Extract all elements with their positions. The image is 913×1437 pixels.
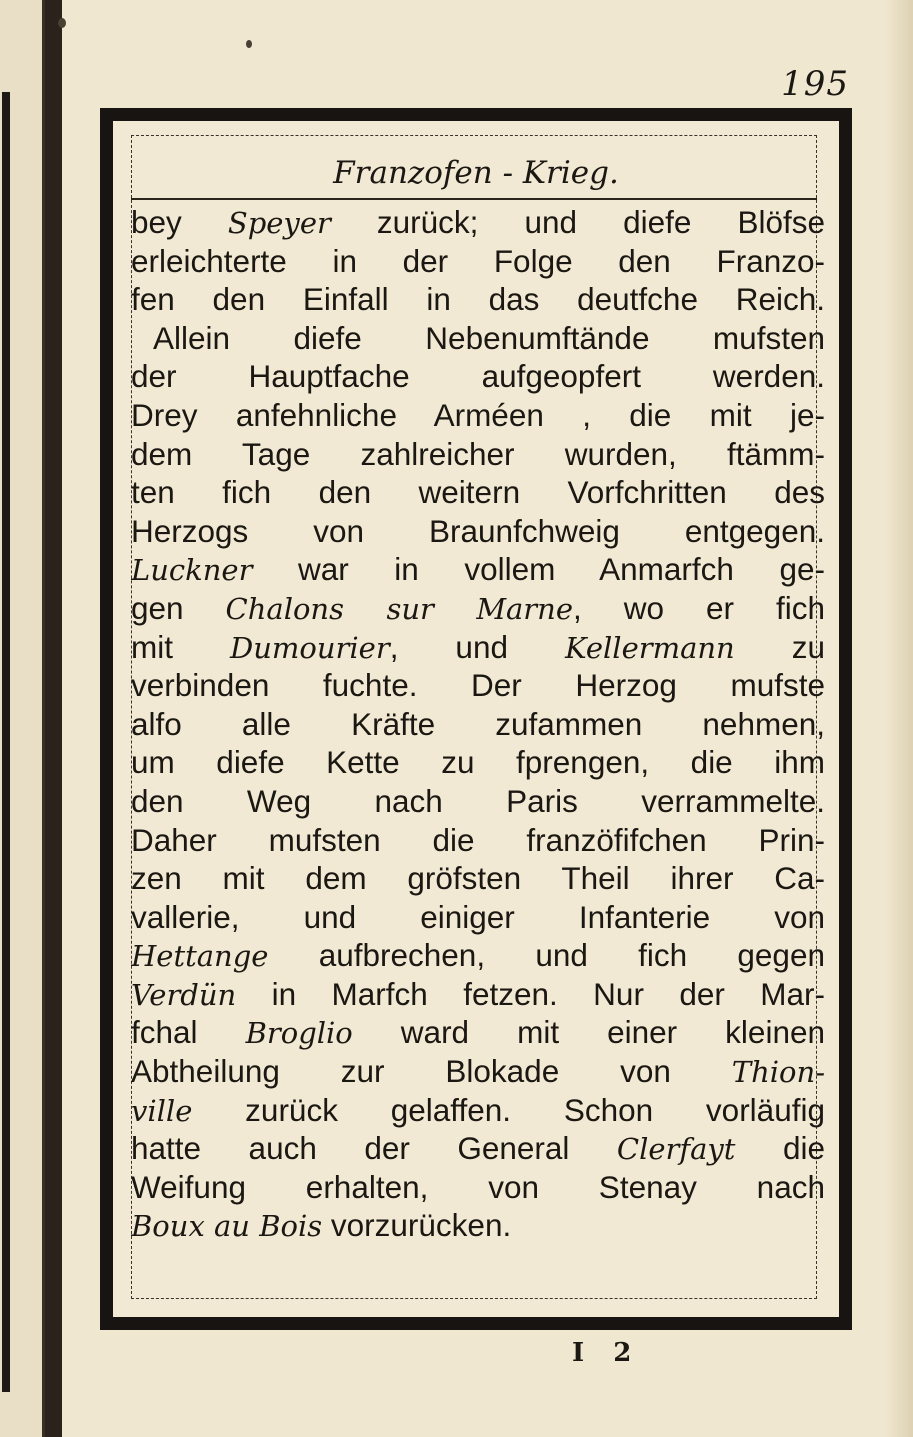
text-line <box>131 705 825 744</box>
text-run: die <box>735 1130 825 1167</box>
text-line <box>131 203 825 242</box>
text-run: Allein diefe Nebenumftände mufsten <box>153 319 825 356</box>
text-line <box>131 589 825 628</box>
italic-name: Kellermann <box>564 630 735 665</box>
text-run: zu <box>734 628 825 665</box>
text-run: den Weg nach Paris verrammelte. <box>131 782 825 819</box>
text-run: , wo er fich <box>573 589 825 626</box>
text-run: mit <box>131 628 230 665</box>
italic-name: Hettange <box>131 939 269 974</box>
text-run: fen den Einfall in das deutfche Reich. <box>131 281 825 318</box>
text-run: hatte auch der General <box>131 1130 617 1167</box>
paper-speck <box>246 40 252 48</box>
header-rule <box>131 198 817 200</box>
text-line <box>131 280 825 319</box>
signature-mark: I 2 <box>572 1338 642 1368</box>
text-line <box>131 1129 825 1168</box>
text-run: gen <box>131 589 226 626</box>
text-run: erleichterte in der Folge den Franzo- <box>131 242 825 279</box>
text-run: in Marfch fetzen. Nur der Mar- <box>236 975 825 1012</box>
text-run: , und <box>389 628 565 665</box>
text-run: bey <box>131 204 228 240</box>
text-run: um diefe Kette zu fprengen, die ihm <box>131 744 825 781</box>
gutter-binding-mark <box>2 92 10 1392</box>
text-line <box>131 782 825 821</box>
italic-name: Luckner <box>131 553 253 588</box>
text-line <box>131 628 825 667</box>
italic-name: Broglio <box>245 1016 353 1051</box>
text-run: aufbrechen, und fich gegen <box>268 937 825 974</box>
text-run: Drey anfehnliche Arméen , die mit je- <box>131 396 825 433</box>
page-edge-shadow <box>885 0 913 1437</box>
text-line <box>131 1091 825 1130</box>
text-line <box>131 1206 825 1245</box>
text-run: vorzurücken. <box>322 1207 512 1244</box>
text-run: ten fich den weitern Vorfchritten des <box>131 474 825 511</box>
italic-name: Verdün <box>131 977 237 1012</box>
text-line <box>131 1052 825 1091</box>
italic-name: Thion- <box>731 1055 825 1090</box>
text-run: der Hauptfache aufgeopfert werden. <box>131 358 825 395</box>
text-run: verbinden fuchte. Der Herzog mufste <box>131 667 825 704</box>
page-number: 195 <box>781 64 849 104</box>
text-line <box>131 975 825 1014</box>
running-head: Franzofen - Krieg. <box>333 155 619 191</box>
text-frame <box>100 108 852 1330</box>
italic-name: Boux au Bois <box>131 1209 323 1244</box>
text-line <box>131 435 825 474</box>
text-line <box>131 898 825 937</box>
italic-name: ville <box>131 1093 193 1128</box>
text-line <box>131 1013 825 1052</box>
text-line <box>131 242 825 281</box>
text-line <box>131 319 825 358</box>
text-line <box>131 396 825 435</box>
text-run: Herzogs von Braunfchweig entgegen. <box>131 512 825 549</box>
text-run: vallerie, und einiger Infanterie von <box>131 898 825 935</box>
text-run: war in vollem Anmarfch ge- <box>252 551 825 588</box>
italic-name: Clerfayt <box>616 1132 736 1167</box>
text-run: Weifung erhalten, von Stenay nach <box>131 1168 825 1205</box>
text-line <box>131 936 825 975</box>
text-line <box>131 859 825 898</box>
text-line <box>131 821 825 860</box>
text-run: zen mit dem gröfsten Theil ihrer Ca- <box>131 860 825 897</box>
italic-name: Chalons sur Marne <box>225 591 573 626</box>
scan-gutter <box>0 0 62 1437</box>
text-line <box>131 743 825 782</box>
text-line <box>131 666 825 705</box>
italic-name: Dumourier <box>229 630 390 665</box>
text-run: zurück gelaffen. Schon vorläufig <box>192 1091 825 1128</box>
italic-name: Speyer <box>227 206 331 240</box>
text-line <box>131 512 825 551</box>
text-run: Abtheilung zur Blokade von <box>131 1053 732 1090</box>
text-run: ward mit einer kleinen <box>352 1014 825 1051</box>
text-line <box>131 357 825 396</box>
text-run: zurück; und diefe Blöfse <box>330 204 825 240</box>
text-run: fchal <box>131 1014 246 1051</box>
text-run: Daher mufsten die franzöfifchen Prin- <box>131 821 825 858</box>
text-line <box>131 550 825 589</box>
paper-speck <box>58 18 66 28</box>
text-line <box>131 1168 825 1207</box>
text-line <box>131 473 825 512</box>
text-run: dem Tage zahlreicher wurden, ftämm- <box>131 435 825 472</box>
text-run: alfo alle Kräfte zufammen nehmen, <box>131 705 825 742</box>
body-text <box>131 203 825 1245</box>
